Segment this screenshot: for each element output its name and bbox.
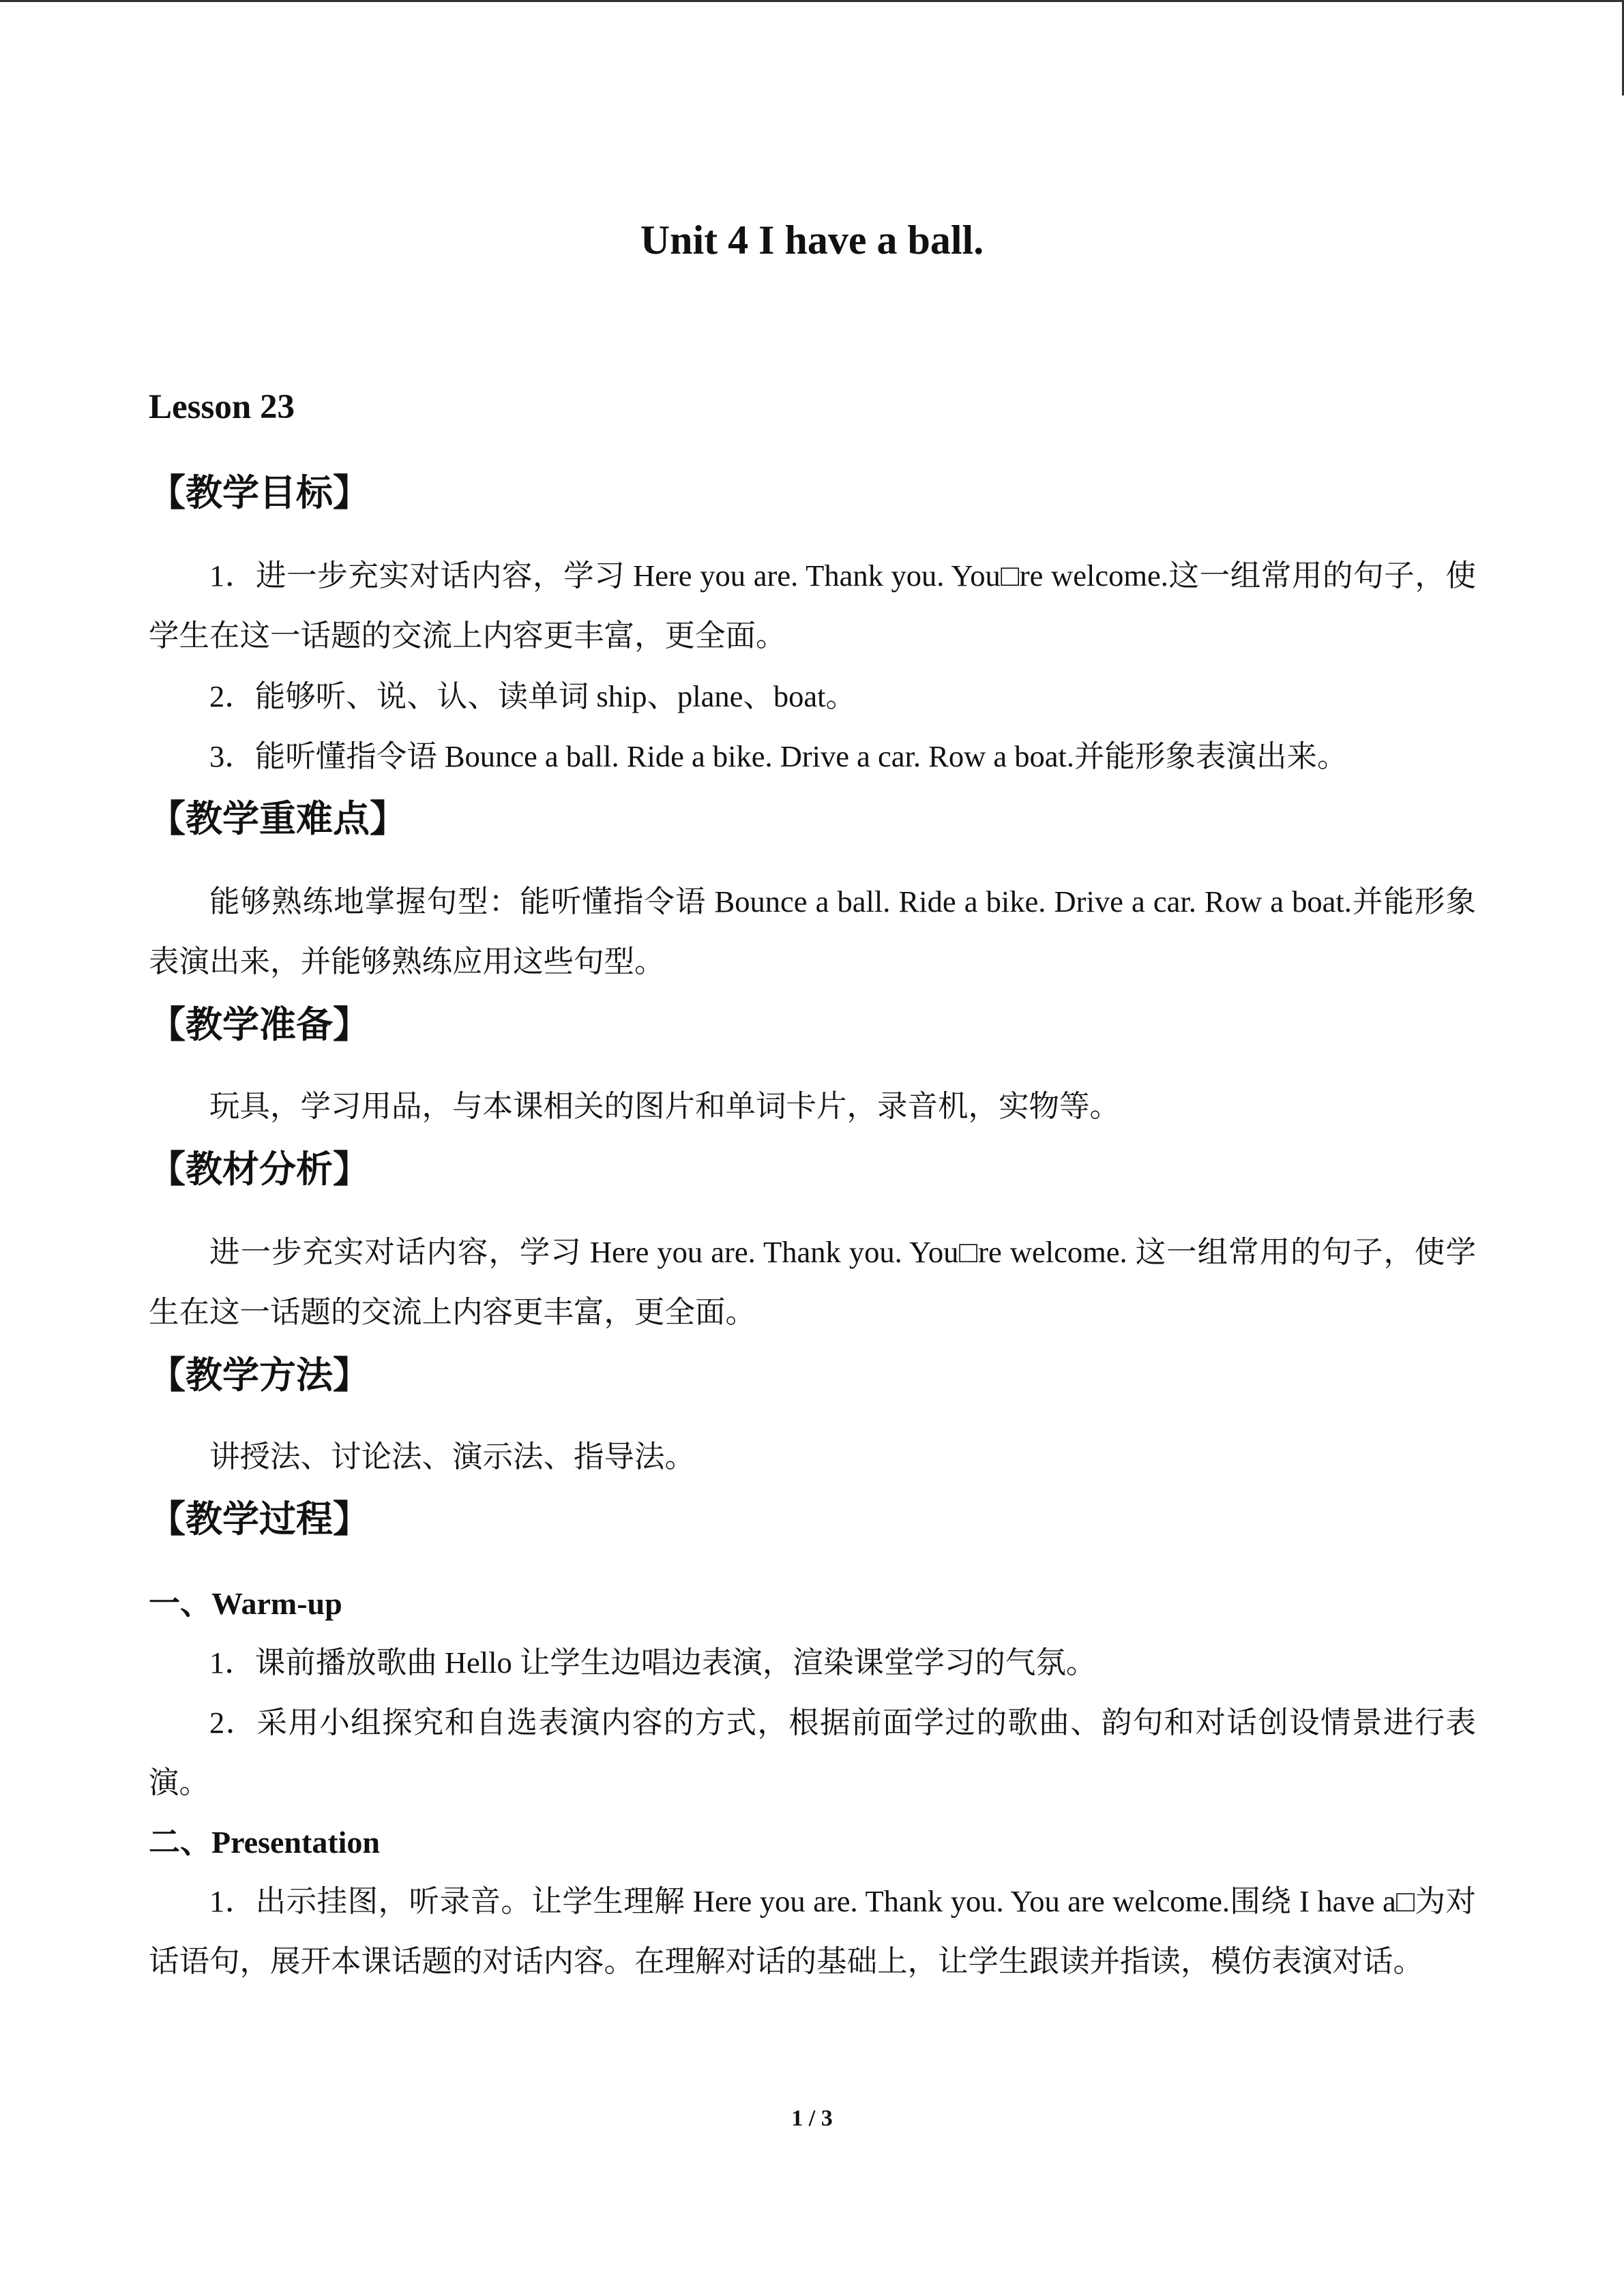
document-title: Unit 4 I have a ball. [640,218,984,263]
objective-item-3: 3．能听懂指令语 Bounce a ball. Ride a bike. Drive a car. Row a boat.并能形象表演出来。 [209,739,1348,773]
key-points-text: 能够熟练地掌握句型：能听懂指令语 Bounce a ball. Ride a bike. Drive a car. Row a boat.并能形象表演出来，并能够熟练应用这些句型。 [149,884,1476,979]
analysis-text: 进一步充实对话内容，学习 Here you are. Thank you. You□re welcome. 这一组常用的句子，使学生在这一话题的交流上内容更丰富，更全面。 [149,1235,1476,1329]
process-warmup-title: 一、Warm-up [149,1586,342,1621]
presentation-item-1: 1．出示挂图，听录音。让学生理解 Here you are. Thank you. You are welcome.围绕 I have a□为对话语句，展开本课话题的对话内容。在理解对话的基础上，让学生跟读并指读，模仿表演对话。 [149,1884,1476,1978]
objective-item-2: 2．能够听、说、认、读单词 ship、plane、boat。 [209,679,857,713]
page-number: 1 / 3 [791,2106,833,2131]
section-heading-methods: 【教学方法】 [149,1354,370,1397]
preparation-text: 玩具，学习用品，与本课相关的图片和单词卡片，录音机，实物等。 [209,1089,1121,1123]
process-presentation-title: 二、Presentation [149,1825,381,1860]
objective-item-1: 1．进一步充实对话内容，学习 Here you are. Thank you. You□re welcome.这一组常用的句子，使学生在这一话题的交流上内容更丰富，更全面。 [149,558,1476,653]
lesson-heading: Lesson 23 [149,388,295,426]
section-heading-key-points: 【教学重难点】 [149,797,407,840]
section-heading-preparation: 【教学准备】 [149,1003,370,1046]
warmup-item-1: 1．课前播放歌曲 Hello 让学生边唱边表演，渲染课堂学习的气氛。 [209,1645,1097,1680]
page-top-border [0,0,1624,2]
section-heading-analysis: 【教材分析】 [149,1148,370,1191]
methods-text: 讲授法、讨论法、演示法、指导法。 [209,1440,696,1474]
section-heading-objectives: 【教学目标】 [149,471,370,514]
section-heading-process: 【教学过程】 [149,1497,370,1540]
warmup-item-2: 2．采用小组探究和自选表演内容的方式，根据前面学过的歌曲、韵句和对话创设情景进行表演。 [149,1705,1476,1800]
